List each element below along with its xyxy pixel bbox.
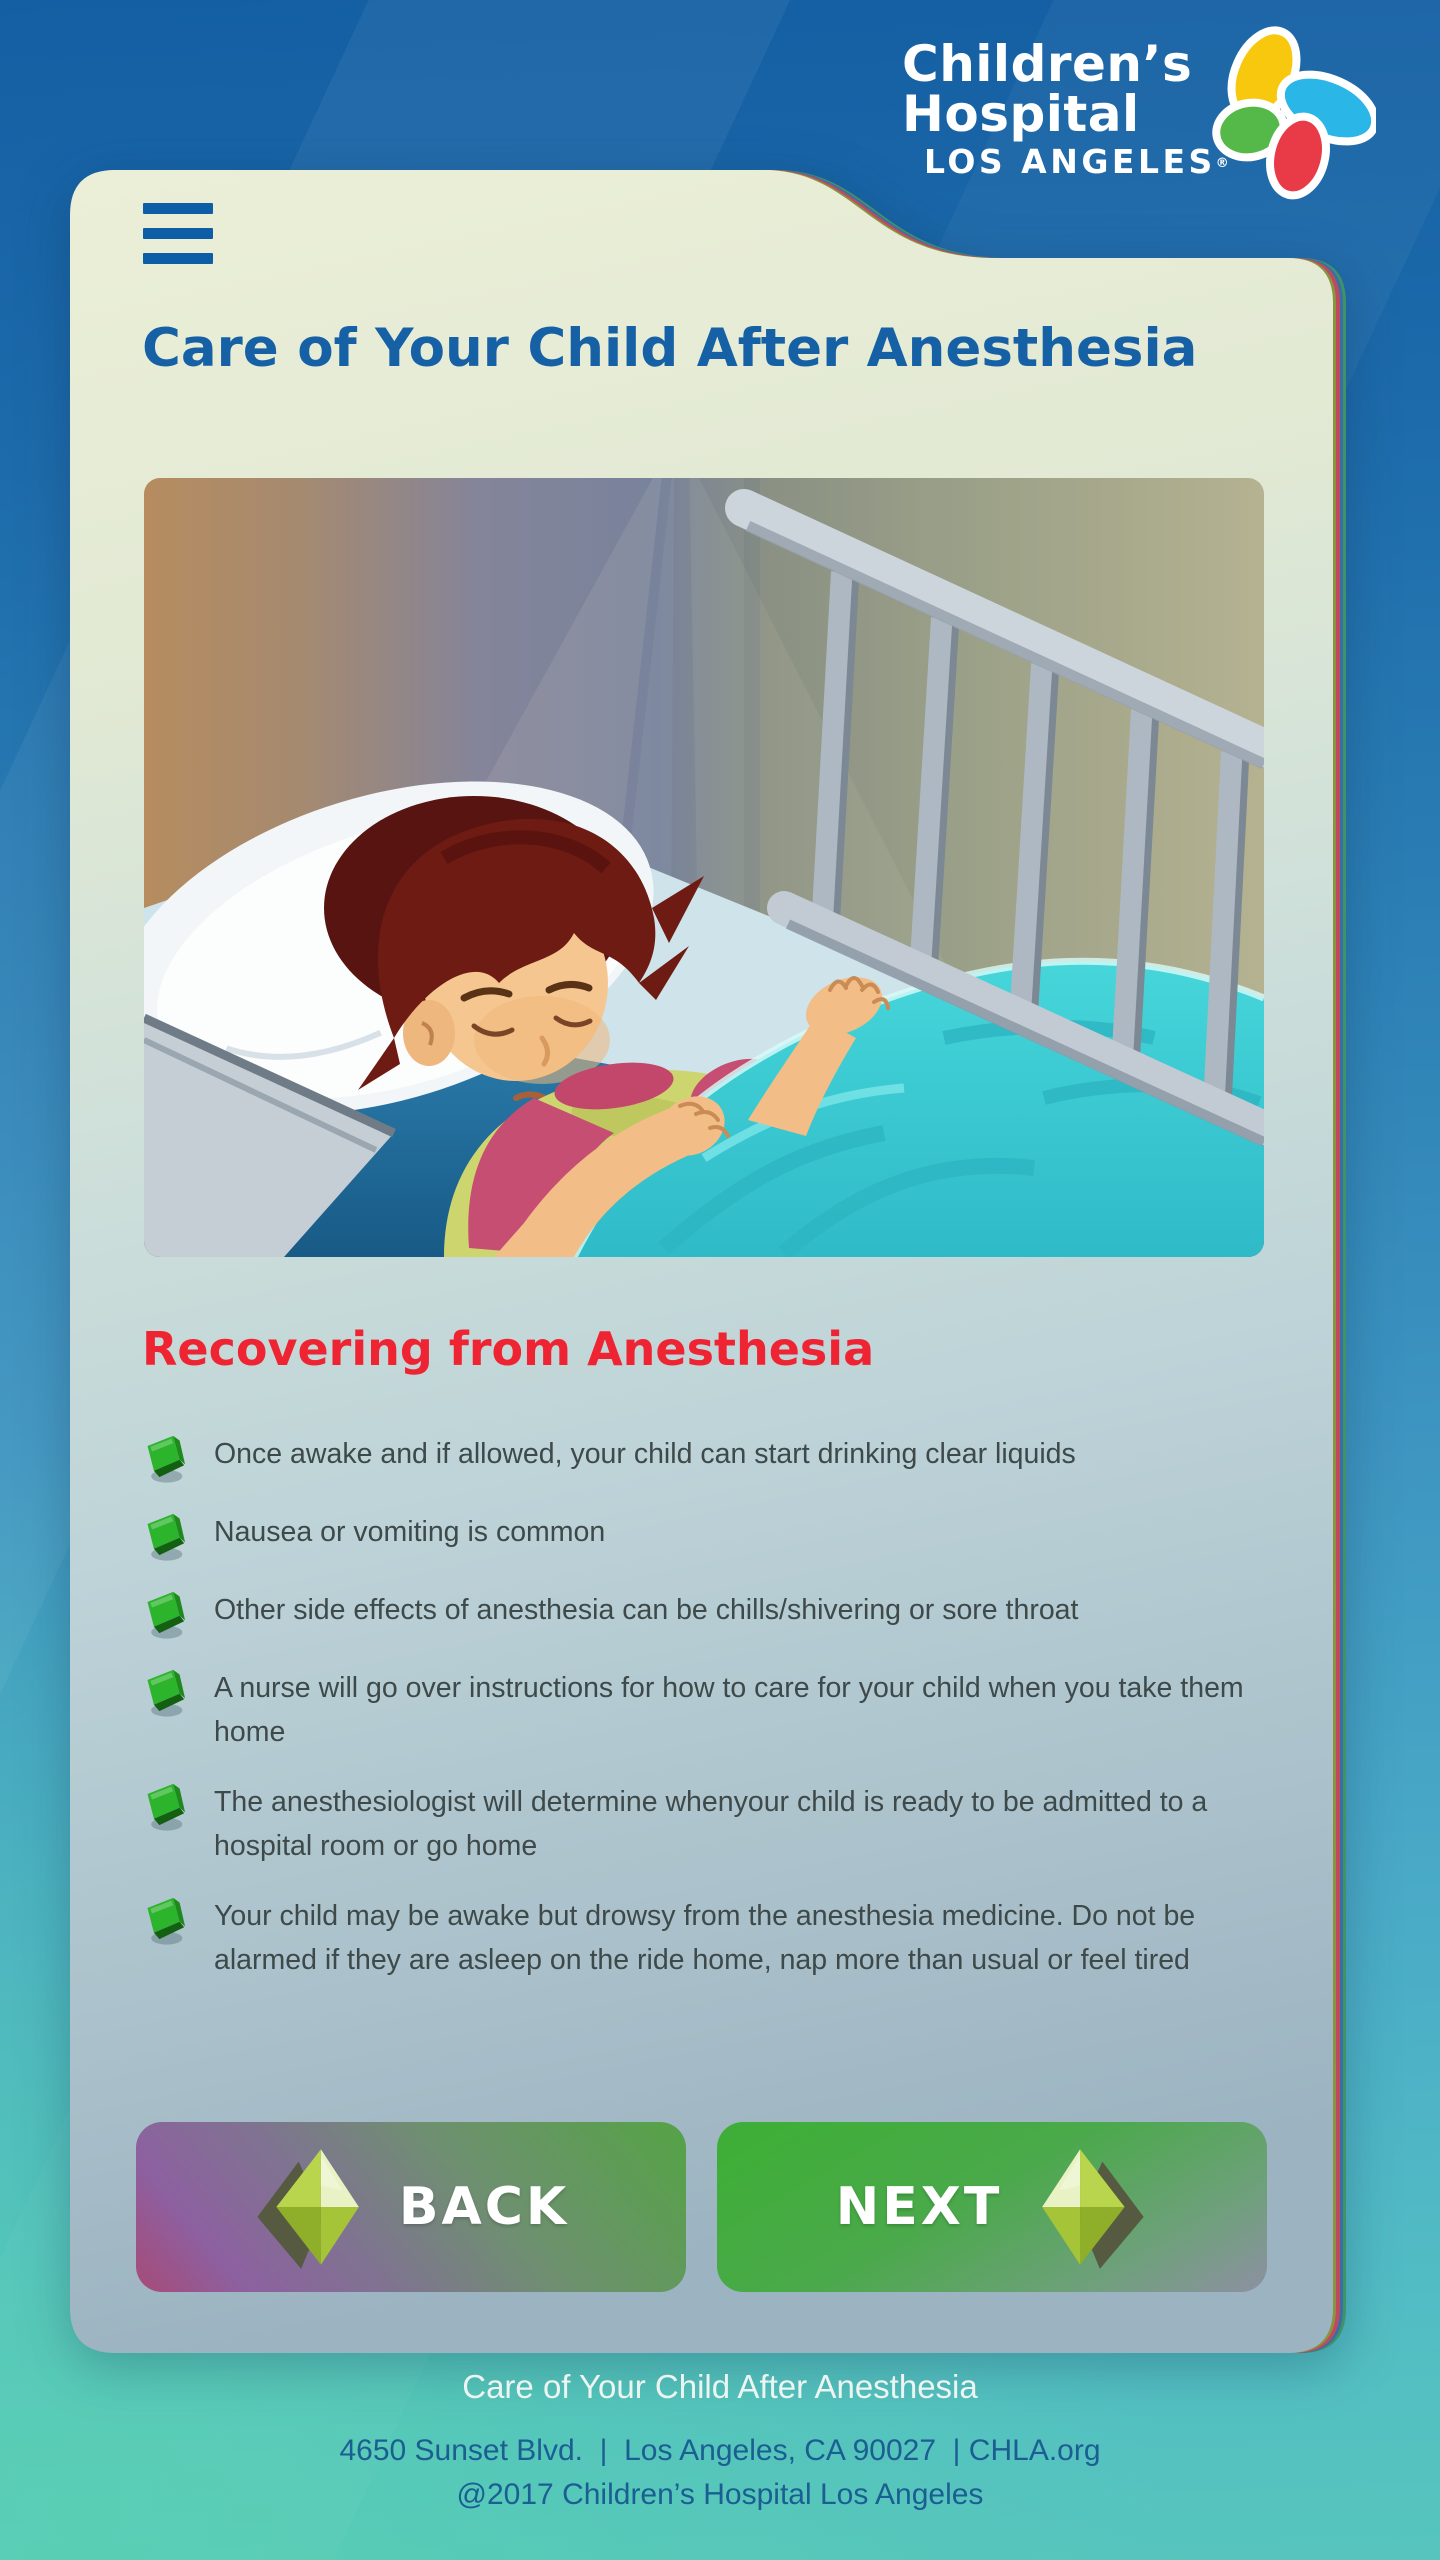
content-card: [70, 170, 1350, 2353]
bullet-text: Other side effects of anesthesia can be chills/shivering or sore throat: [214, 1594, 1079, 1626]
green-cube-bullet-icon: [142, 1430, 186, 1484]
nav-button-row: [136, 2122, 1267, 2292]
registered-mark: ®: [1215, 156, 1229, 171]
page-title: Care of Your Child After Anesthesia: [142, 318, 1198, 379]
green-cube-bullet-icon: [142, 1892, 186, 1946]
list-item: [142, 1432, 1272, 1484]
gem-arrow-left-icon: [253, 2141, 369, 2273]
footer: [0, 2368, 1440, 2512]
footer-title: Care of Your Child After Anesthesia: [462, 2368, 978, 2405]
footer-copyright: @2017 Children’s Hospital Los Angeles: [456, 2478, 984, 2511]
logo-line-2: Hospital: [902, 85, 1140, 143]
menu-bar: [143, 253, 213, 264]
menu-bar: [143, 203, 213, 214]
next-button[interactable]: [717, 2122, 1267, 2292]
bullet-list: [142, 1432, 1272, 2008]
bullet-text: Your child may be awake but drowsy from the anesthesia medicine. Do not be alarmed if they are asleep on the ride home, nap more than usual or feel tired: [214, 1900, 1196, 1976]
green-cube-bullet-icon: [142, 1664, 186, 1718]
list-item: [142, 1894, 1272, 1982]
footer-address: 4650 Sunset Blvd. | Los Angeles, CA 90027 | CHLA.org: [339, 2434, 1101, 2467]
green-cube-bullet-icon: [142, 1508, 186, 1562]
bullet-text: Once awake and if allowed, your child can start drinking clear liquids: [214, 1438, 1076, 1470]
list-item: [142, 1510, 1272, 1562]
green-cube-bullet-icon: [142, 1586, 186, 1640]
bullet-text: The anesthesiologist will determine whenyour child is ready to be admitted to a hospital room or go home: [214, 1786, 1208, 1862]
back-button[interactable]: [136, 2122, 686, 2292]
bullet-text: A nurse will go over instructions for how to care for your child when you take them home: [214, 1672, 1244, 1748]
logo-line-3: LOS ANGELES®: [924, 142, 1229, 181]
gem-arrow-right-icon: [1032, 2141, 1148, 2273]
list-item: [142, 1666, 1272, 1754]
list-item: [142, 1588, 1272, 1640]
next-button-label: NEXT: [835, 2177, 1003, 2237]
hamburger-menu-icon[interactable]: [143, 203, 213, 264]
logo-line-1: Children’s: [902, 35, 1193, 93]
illustration-sleeping-child: [144, 478, 1264, 1257]
back-button-label: BACK: [398, 2177, 570, 2237]
green-cube-bullet-icon: [142, 1778, 186, 1832]
section-heading: Recovering from Anesthesia: [142, 1322, 875, 1376]
bullet-text: Nausea or vomiting is common: [214, 1516, 606, 1548]
menu-bar: [143, 228, 213, 239]
list-item: [142, 1780, 1272, 1868]
